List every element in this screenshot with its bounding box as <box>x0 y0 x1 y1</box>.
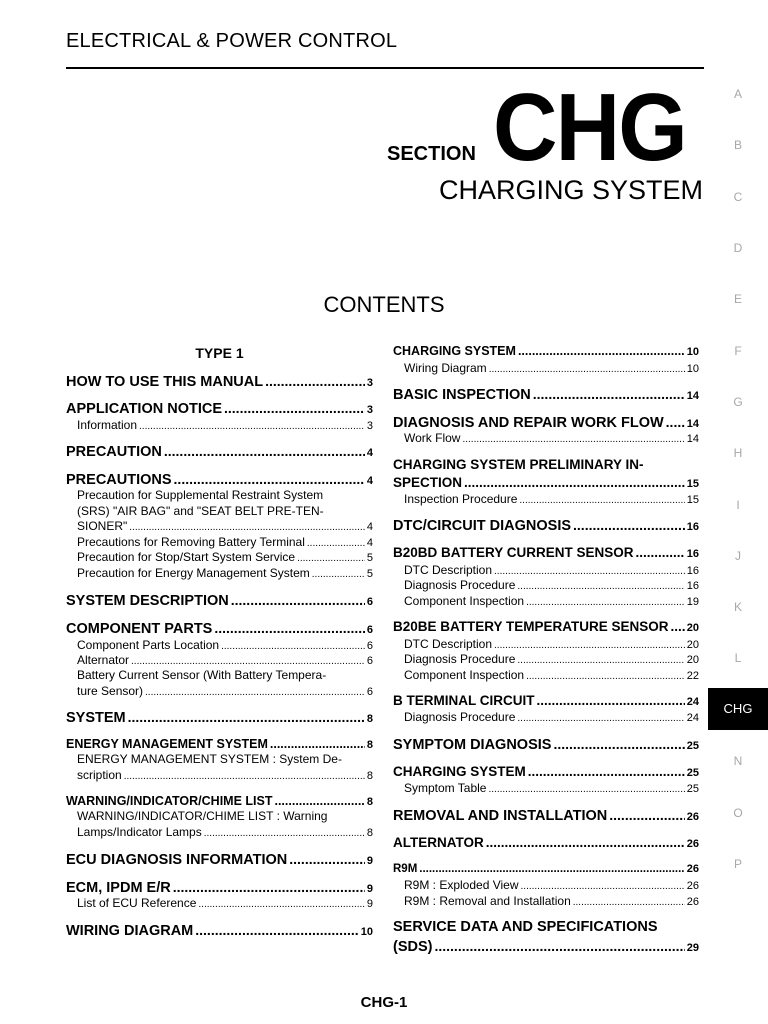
toc-label: R9M : Exploded View <box>404 878 519 892</box>
toc-entry[interactable] <box>66 737 373 751</box>
toc-label: B20BD BATTERY CURRENT SENSOR <box>393 545 634 560</box>
toc-label: Work Flow <box>404 431 461 445</box>
toc-page: 22 <box>686 670 699 682</box>
toc-entry[interactable] <box>66 443 373 460</box>
toc-entry[interactable] <box>393 835 699 850</box>
toc-entry[interactable] <box>66 922 373 939</box>
toc-label: ALTERNATOR <box>393 835 484 850</box>
toc-subentry-line[interactable]: (SRS) "AIR BAG" and "SEAT BELT PRE-TEN- <box>77 504 324 518</box>
section-index-tabs <box>708 0 768 1024</box>
tab-n[interactable]: N <box>733 754 743 768</box>
toc-subentry[interactable] <box>393 781 699 795</box>
toc-page: 6 <box>366 655 373 667</box>
tab-k[interactable]: K <box>733 600 742 614</box>
toc-label: (SDS) <box>393 939 433 955</box>
toc-entry[interactable] <box>393 619 699 634</box>
toc-page: 16 <box>686 548 699 560</box>
section-code: CHG <box>493 74 686 181</box>
toc-label: scription <box>77 768 122 782</box>
toc-subentry[interactable] <box>393 878 699 892</box>
toc-label: Precautions for Removing Battery Terminal <box>77 535 305 549</box>
toc-entry[interactable] <box>66 400 373 417</box>
toc-page: 9 <box>366 855 373 867</box>
toc-entry[interactable] <box>66 471 373 488</box>
toc-page: 8 <box>366 827 373 839</box>
toc-page: 4 <box>366 447 373 459</box>
toc-entry[interactable] <box>393 545 699 560</box>
toc-page: 19 <box>686 596 699 608</box>
toc-subentry[interactable] <box>66 825 373 839</box>
toc-page: 26 <box>686 896 699 908</box>
toc-label: COMPONENT PARTS <box>66 621 213 637</box>
toc-subentry[interactable] <box>66 535 373 549</box>
toc-page: 6 <box>366 596 373 608</box>
toc-page: 3 <box>366 420 373 432</box>
tab-f[interactable]: F <box>734 344 742 358</box>
tab-d[interactable]: D <box>733 241 743 255</box>
toc-subentry[interactable] <box>393 668 699 682</box>
toc-page: 24 <box>686 712 699 724</box>
toc-page: 14 <box>686 433 699 445</box>
toc-label: Component Parts Location <box>77 638 220 652</box>
toc-label: CHARGING SYSTEM <box>393 344 516 358</box>
toc-label: HOW TO USE THIS MANUAL <box>66 374 264 390</box>
toc-label: Information <box>77 418 138 432</box>
tab-l[interactable]: L <box>734 651 742 665</box>
toc-label: DTC/CIRCUIT DIAGNOSIS <box>393 518 572 534</box>
toc-page: 29 <box>686 942 699 954</box>
toc-label: BASIC INSPECTION <box>393 387 531 403</box>
toc-page: 8 <box>366 770 373 782</box>
toc-entry[interactable] <box>66 373 373 390</box>
toc-page: 6 <box>366 640 373 652</box>
toc-page: 14 <box>686 418 699 430</box>
toc-page: 9 <box>366 898 373 910</box>
toc-page: 25 <box>686 767 699 779</box>
toc-label: DTC Description <box>404 563 493 577</box>
tab-b[interactable]: B <box>733 138 742 152</box>
toc-subentry[interactable] <box>393 710 699 724</box>
toc-subentry[interactable] <box>393 492 699 506</box>
section-label: SECTION <box>387 143 476 165</box>
toc-label: DIAGNOSIS AND REPAIR WORK FLOW <box>393 415 664 431</box>
toc-page: 8 <box>366 713 373 725</box>
toc-label: Precaution for Energy Management System <box>77 566 310 580</box>
toc-page: 3 <box>366 377 373 389</box>
toc-entry[interactable] <box>393 414 699 431</box>
tab-chg-active[interactable]: CHG <box>708 688 768 730</box>
toc-page: 20 <box>686 622 699 634</box>
manual-title: ELECTRICAL & POWER CONTROL <box>66 30 398 52</box>
toc-subentry[interactable] <box>66 638 373 652</box>
toc-label: SIONER" <box>77 519 128 533</box>
toc-right-column <box>393 0 699 1024</box>
toc-subentry[interactable] <box>393 594 699 608</box>
toc-page: 5 <box>366 552 373 564</box>
tab-g[interactable]: G <box>733 395 743 409</box>
toc-page: 4 <box>366 537 373 549</box>
toc-label: Diagnosis Procedure <box>404 652 516 666</box>
tab-i[interactable]: I <box>736 498 740 512</box>
toc-label: ECU DIAGNOSIS INFORMATION <box>66 852 288 868</box>
toc-page: 26 <box>686 863 699 875</box>
toc-label: Symptom Table <box>404 781 487 795</box>
toc-subentry-line[interactable]: ENERGY MANAGEMENT SYSTEM : System De- <box>77 752 342 766</box>
toc-label: DTC Description <box>404 637 493 651</box>
toc-page: 10 <box>686 363 699 375</box>
toc-label: SYSTEM DESCRIPTION <box>66 593 229 609</box>
toc-left-column <box>66 0 373 1024</box>
toc-subentry[interactable] <box>393 637 699 651</box>
tab-c[interactable]: C <box>733 190 743 204</box>
toc-label: REMOVAL AND INSTALLATION <box>393 808 608 824</box>
toc-subentry-line[interactable]: WARNING/INDICATOR/CHIME LIST : Warning <box>77 809 328 823</box>
toc-entry-line[interactable]: SERVICE DATA AND SPECIFICATIONS <box>393 919 658 935</box>
toc-entry[interactable] <box>66 851 373 868</box>
toc-page: 6 <box>366 686 373 698</box>
toc-label: SPECTION <box>393 475 463 490</box>
toc-entry[interactable] <box>393 475 699 490</box>
toc-page: 25 <box>686 740 699 752</box>
toc-subentry[interactable] <box>66 684 373 698</box>
toc-label: ture Sensor) <box>77 684 144 698</box>
toc-page: 8 <box>366 739 373 751</box>
tab-p[interactable]: P <box>733 857 742 871</box>
tab-o[interactable]: O <box>733 806 743 820</box>
toc-page: 26 <box>686 880 699 892</box>
toc-subentry[interactable] <box>66 550 373 564</box>
toc-entry[interactable] <box>66 620 373 637</box>
toc-page: 20 <box>686 654 699 666</box>
toc-subentry[interactable] <box>393 361 699 375</box>
toc-page: 16 <box>686 521 699 533</box>
toc-entry[interactable] <box>393 938 699 955</box>
toc-subentry[interactable] <box>393 578 699 592</box>
toc-label: Diagnosis Procedure <box>404 578 516 592</box>
toc-label: Inspection Procedure <box>404 492 518 506</box>
toc-entry[interactable] <box>393 344 699 358</box>
toc-subentry[interactable] <box>66 896 373 910</box>
toc-label: APPLICATION NOTICE <box>66 401 223 417</box>
toc-subentry[interactable] <box>393 894 699 908</box>
toc-entry[interactable] <box>393 693 699 708</box>
toc-page: 3 <box>366 404 373 416</box>
toc-page: 25 <box>686 783 699 795</box>
toc-label: WIRING DIAGRAM <box>66 923 194 939</box>
toc-subentry[interactable] <box>66 519 373 533</box>
toc-page: 20 <box>686 639 699 651</box>
toc-subentry[interactable] <box>393 431 699 445</box>
toc-page: 15 <box>686 478 699 490</box>
toc-label: B TERMINAL CIRCUIT <box>393 693 535 708</box>
toc-subentry-line[interactable]: Precaution for Supplemental Restraint System <box>77 488 324 502</box>
toc-subentry[interactable] <box>66 418 373 432</box>
toc-subentry[interactable] <box>393 563 699 577</box>
toc-entry[interactable] <box>66 879 373 896</box>
toc-subentry[interactable] <box>66 768 373 782</box>
toc-page: 16 <box>686 565 699 577</box>
toc-page: 10 <box>360 926 373 938</box>
toc-entry[interactable] <box>393 807 699 824</box>
toc-entry[interactable] <box>66 709 373 726</box>
toc-subentry[interactable] <box>393 652 699 666</box>
tab-e[interactable]: E <box>733 292 742 306</box>
toc-label: WARNING/INDICATOR/CHIME LIST <box>66 794 273 808</box>
toc-entry[interactable] <box>393 736 699 753</box>
toc-entry-line[interactable]: CHARGING SYSTEM PRELIMINARY IN- <box>393 457 644 472</box>
toc-entry[interactable] <box>393 517 699 534</box>
toc-page: 26 <box>686 811 699 823</box>
toc-page: 6 <box>366 624 373 636</box>
toc-page: 14 <box>686 390 699 402</box>
toc-entry[interactable] <box>393 863 699 875</box>
toc-label: Wiring Diagram <box>404 361 487 375</box>
toc-label: Lamps/Indicator Lamps <box>77 825 202 839</box>
tab-h[interactable]: H <box>733 446 743 460</box>
toc-page: 26 <box>686 838 699 850</box>
toc-page: 16 <box>686 580 699 592</box>
section-name: CHARGING SYSTEM <box>438 175 703 205</box>
toc-label: Diagnosis Procedure <box>404 710 516 724</box>
toc-label: Alternator <box>77 653 130 667</box>
toc-page: 9 <box>366 883 373 895</box>
toc-label: SYSTEM <box>66 710 126 726</box>
page-number: CHG-1 <box>360 994 408 1011</box>
toc-page: 8 <box>366 796 373 808</box>
toc-entry[interactable] <box>393 764 699 779</box>
toc-entry[interactable] <box>393 386 699 403</box>
toc-label: ENERGY MANAGEMENT SYSTEM <box>66 737 268 751</box>
toc-page: 5 <box>366 568 373 580</box>
toc-subentry[interactable] <box>66 653 373 667</box>
toc-label: Component Inspection <box>404 668 525 682</box>
toc-page: 10 <box>686 346 699 358</box>
toc-label: R9M : Removal and Installation <box>404 894 571 908</box>
toc-entry[interactable] <box>66 794 373 808</box>
tab-a[interactable]: A <box>733 87 742 101</box>
toc-entry[interactable] <box>66 592 373 609</box>
toc-label: ECM, IPDM E/R <box>66 880 171 896</box>
toc-page: 24 <box>686 696 699 708</box>
toc-label: PRECAUTIONS <box>66 472 172 488</box>
toc-page: 4 <box>366 475 373 487</box>
toc-label: PRECAUTION <box>66 444 162 460</box>
toc-label: Precaution for Stop/Start System Service <box>77 550 296 564</box>
tab-j[interactable]: J <box>735 549 741 563</box>
toc-label: R9M <box>393 863 418 875</box>
contents-title: CONTENTS <box>323 292 445 317</box>
toc-subentry-line[interactable]: Battery Current Sensor (With Battery Tempera- <box>77 668 327 682</box>
toc-page: 4 <box>366 521 373 533</box>
toc-label: SYMPTOM DIAGNOSIS <box>393 737 552 753</box>
toc-subentry[interactable] <box>66 566 373 580</box>
toc-label: B20BE BATTERY TEMPERATURE SENSOR <box>393 619 669 634</box>
toc-label: List of ECU Reference <box>77 896 197 910</box>
type-label: TYPE 1 <box>195 345 244 361</box>
toc-label: CHARGING SYSTEM <box>393 764 526 779</box>
toc-label: Component Inspection <box>404 594 525 608</box>
toc-page: 15 <box>686 494 699 506</box>
